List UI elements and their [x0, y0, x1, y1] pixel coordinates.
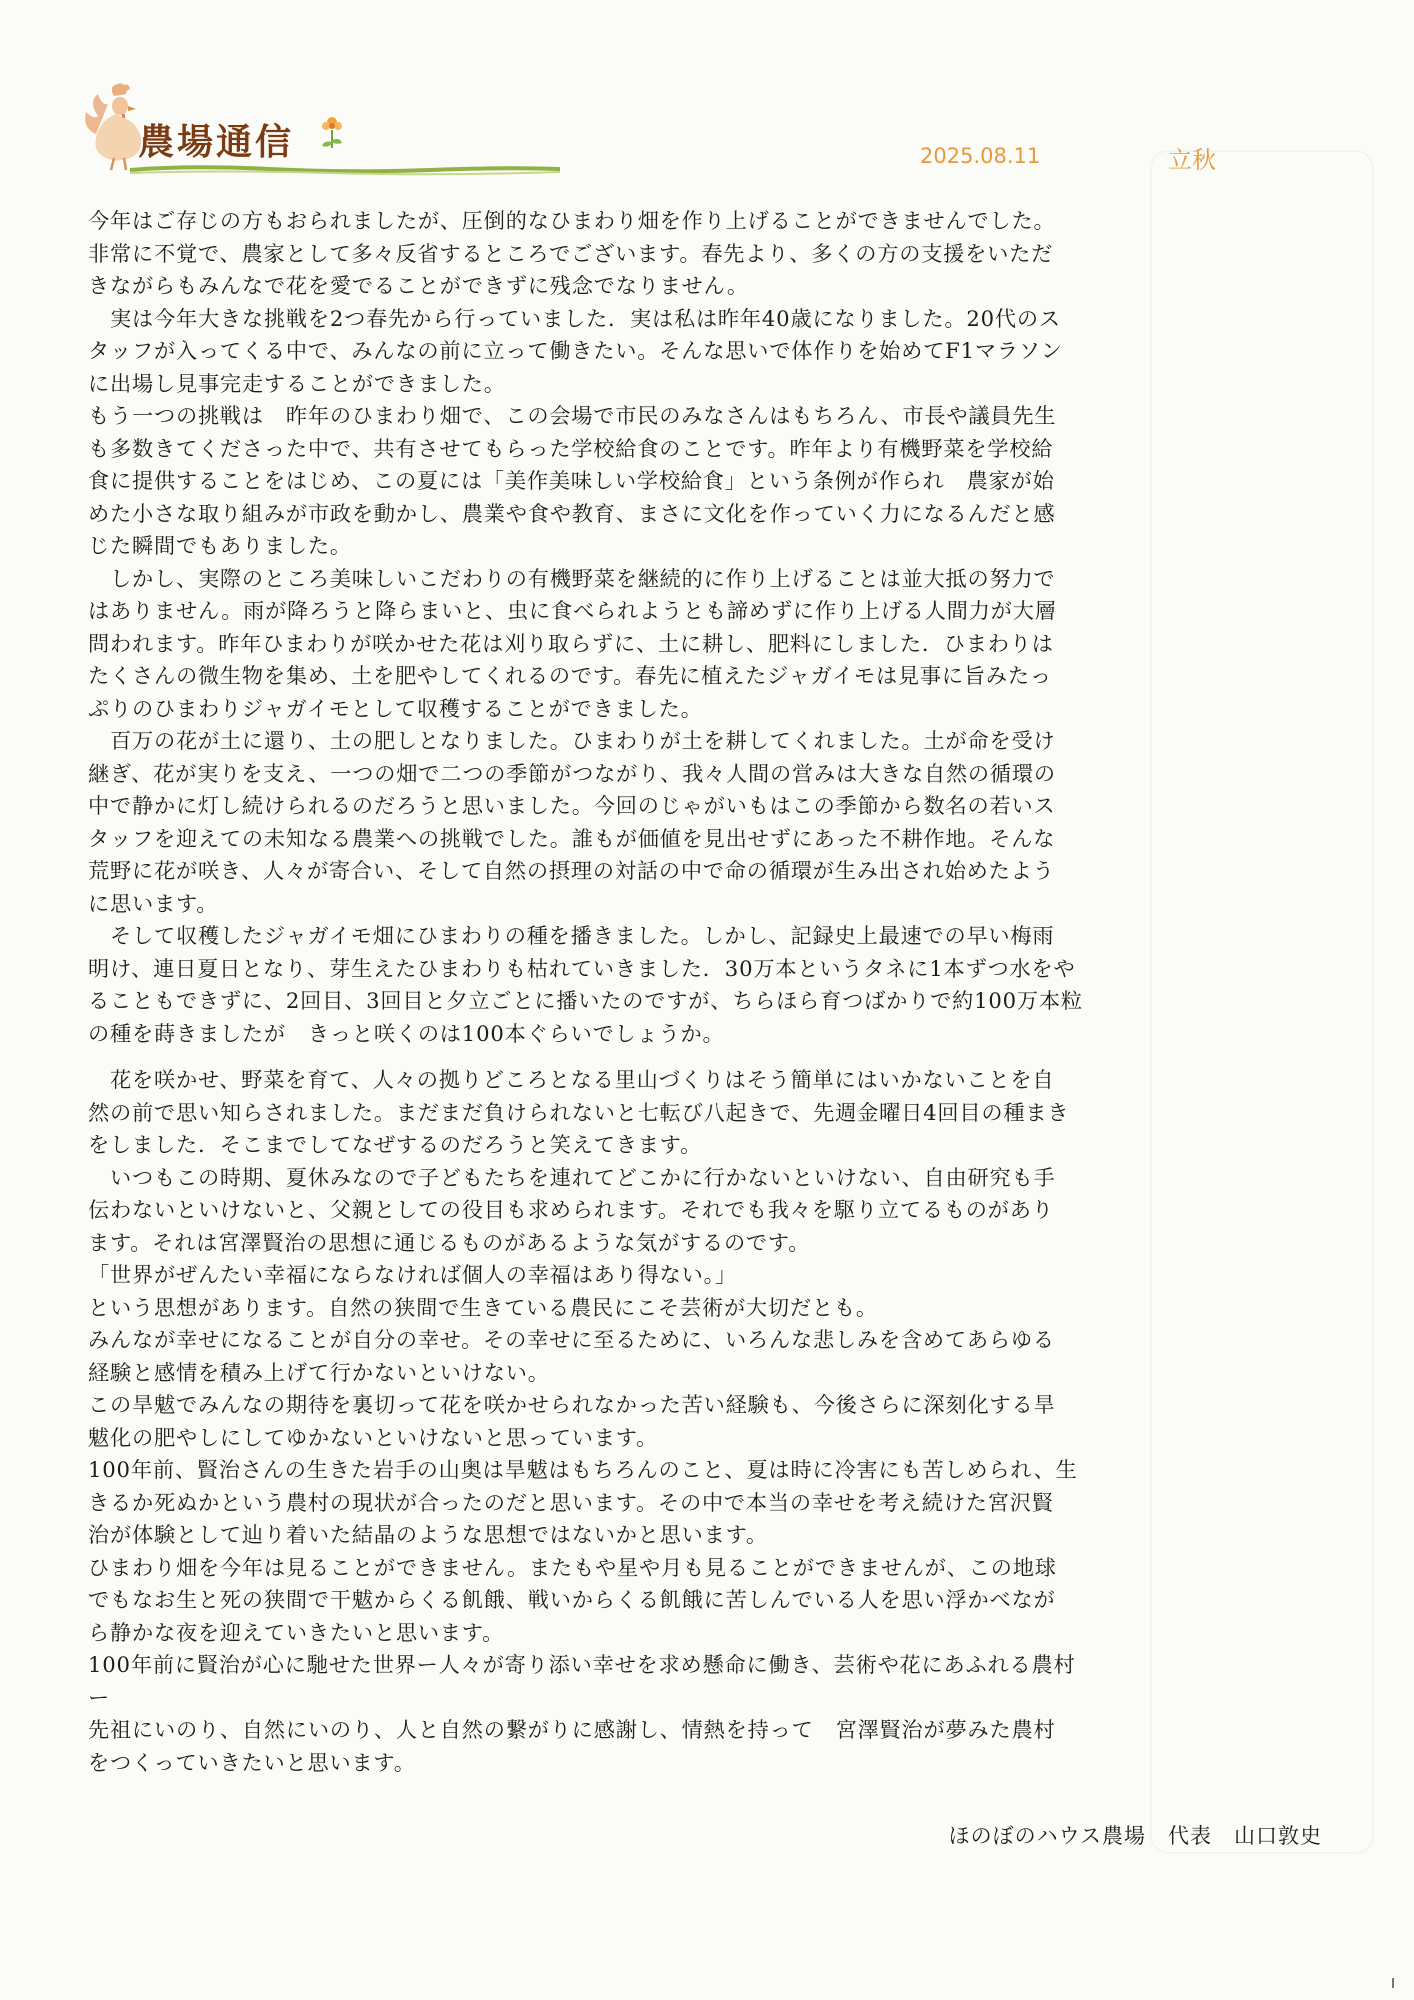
body-line: 非常に不覚で、農家として多々反省するところでございます。春先より、多くの方の支援をいただ [88, 240, 1054, 266]
body-line: も多数きてくださった中で、共有させてもらった学校給食のことです。昨年より有機野菜を学校給 [88, 435, 1054, 461]
body-line: をつくっていきたいと思います。 [88, 1749, 416, 1775]
body-line: でもなお生と死の狭間で干魃からくる飢餓、戦いからくる飢餓に苦しんでいる人を思い浮かべなが [88, 1587, 1056, 1612]
title-underline [130, 164, 560, 176]
body-line: 然の前で思い知らされました。まだまだ負けられないと七転び八起きで、先週金曜日4回目の種まき [88, 1099, 1070, 1125]
body-line: きながらもみんなで花を愛でることができずに残念でなりません。 [88, 273, 749, 298]
body-line: 中で静かに灯し続けられるのだろうと思いました。今回のじゃがいもはこの季節から数名の若いス [88, 793, 1056, 818]
body-line: 実は今年大きな挑戦を2つ春先から行っていました．実は私は昨年40歳になりました。20代のス [88, 305, 1061, 331]
body-line: 100年前、賢治さんの生きた岩手の山奥は旱魃はもちろんのこと、夏は時に冷害にも苦しめられ、生 [88, 1457, 1078, 1482]
body-line: 荒野に花が咲き、人々が寄合い、そして自然の摂理の対話の中で命の循環が生み出され始めたよう [88, 858, 1055, 883]
body-line: に出場し見事完走することができました。 [88, 370, 506, 396]
body-line: はありません。雨が降ろうと降らまいと、虫に食べられようとも諦めずに作り上げる人間力が大層 [88, 598, 1057, 623]
body-line: 経験と感情を積み上げて行かないといけない。 [88, 1359, 550, 1385]
body-line: をしました．そこまでしてなぜするのだろうと笑えてきます。 [88, 1132, 702, 1157]
issue-date: 2025.08.11 [920, 144, 1041, 168]
body-line: しかし、実際のところ美味しいこだわりの有機野菜を継続的に作り上げることは並大抵の努力で [88, 565, 1056, 591]
paragraph-gap [88, 1050, 1313, 1064]
flower-icon [317, 112, 347, 152]
body-line: いつもこの時期、夏休みなので子どもたちを連れてどこかに行かないといけない、自由研究も手 [88, 1164, 1056, 1190]
body-line: に思います。 [88, 890, 219, 916]
body-line: 問われます。昨年ひまわりが咲かせた花は刈り取らずに、土に耕し、肥料にしました．ひまわりは [88, 630, 1054, 656]
body-line: 今年はご存じの方もおられましたが、圧倒的なひまわり畑を作り上げることができませんでした。 [88, 208, 1056, 233]
body-line: 百万の花が土に還り、土の肥しとなりました。ひまわりが土を耕してくれました。土が命を受け [88, 728, 1056, 753]
scan-mark [1392, 1978, 1400, 1988]
body-line: きるか死ぬかという農村の現状が合ったのだと思います。その中で本当の幸せを考え続けた宮沢賢 [88, 1489, 1054, 1515]
body-line: ー [88, 1684, 110, 1710]
body-line: じた瞬間でもありました。 [88, 533, 352, 558]
body-line: ら静かな夜を迎えていきたいと思います。 [88, 1619, 505, 1645]
body-line: 継ぎ、花が実りを支え、一つの畑で二つの季節がつながり、我々人間の営みは大きな自然の循環の [88, 760, 1056, 786]
body-line: タッフが入ってくる中で、みんなの前に立って働きたい。そんな思いで体作りを始めてF1マラソン [88, 338, 1063, 363]
body-line: みんなが幸せになることが自分の幸せ。その幸せに至るために、いろんな悲しみを含めてあらゆる [88, 1327, 1055, 1352]
article-body [88, 205, 1313, 1779]
body-line: の種を蒔きましたが きっと咲くのは100本ぐらいでしょうか。 [88, 1020, 725, 1046]
body-line: ひまわり畑を今年は見ることができません。またもや星や月も見ることができませんが、この地球 [88, 1554, 1057, 1580]
body-line: 伝わないといけないと、父親としての役目も求められます。それでも我々を駆り立てるものがあり [88, 1197, 1054, 1222]
body-line: 「世界がぜんたい幸福にならなければ個人の幸福はあり得ない。」 [88, 1262, 738, 1287]
body-line: めた小さな取り組みが市政を動かし、農業や食や教育、まさに文化を作っていく力になるんだと感 [88, 500, 1056, 526]
body-line: 先祖にいのり、自然にいのり、人と自然の繋がりに感謝し、情熱を持って 宮澤賢治が夢みた農村 [88, 1717, 1056, 1742]
body-line: 明け、連日夏日となり、芽生えたひまわりも枯れていきました．30万本というタネに1本ずつ水をや [88, 955, 1076, 981]
body-line: 魃化の肥やしにしてゆかないといけないと思っています。 [88, 1424, 658, 1450]
body-line: ぷりのひまわりジャガイモとして収穫することができました。 [88, 695, 703, 721]
body-line: もう一つの挑戦は 昨年のひまわり畑で、この会場で市民のみなさんはもちろん、市長や議員先生 [88, 403, 1057, 428]
body-line: 食に提供することをはじめ、この夏には「美作美味しい学校給食」という条例が作られ 農家が始 [88, 468, 1055, 493]
newsletter-title: 農場通信 [138, 122, 295, 163]
body-line: ることもできずに、2回目、3回目と夕立ごとに播いたのですが、ちらほら育つばかりで約100万本粒 [88, 988, 1083, 1013]
season-label: 立秋 [1168, 146, 1216, 174]
body-line: 100年前に賢治が心に馳せた世界ー人々が寄り添い幸せを求め懸命に働き、芸術や花にあふれる農村 [88, 1652, 1076, 1677]
body-line: という思想があります。自然の狭間で生きている農民にこそ芸術が大切だとも。 [88, 1294, 878, 1320]
body-line: タッフを迎えての未知なる農業への挑戦でした。誰もが価値を見出せずにあった不耕作地。そんな [88, 825, 1056, 851]
body-line: 治が体験として辿り着いた結晶のような思想ではないかと思います。 [88, 1522, 768, 1547]
body-line: 花を咲かせ、野菜を育て、人々の拠りどころとなる里山づくりはそう簡単にはいかないことを自 [88, 1067, 1055, 1092]
body-line: たくさんの微生物を集め、土を肥やしてくれるのです。春先に植えたジャガイモは見事に旨みたっ [88, 663, 1052, 688]
author-signature: ほのぼのハウス農場 代表 山口敦史 [948, 1824, 1322, 1848]
body-line: ます。それは宮澤賢治の思想に通じるものがあるような気がするのです。 [88, 1229, 811, 1255]
body-line: そして収穫したジャガイモ畑にひまわりの種を播きました。しかし、記録史上最速での早い梅雨 [88, 923, 1055, 948]
body-line: この旱魃でみんなの期待を裏切って花を咲かせられなかった苦い経験も、今後さらに深刻化する旱 [88, 1392, 1056, 1417]
newsletter-header [80, 82, 1340, 182]
